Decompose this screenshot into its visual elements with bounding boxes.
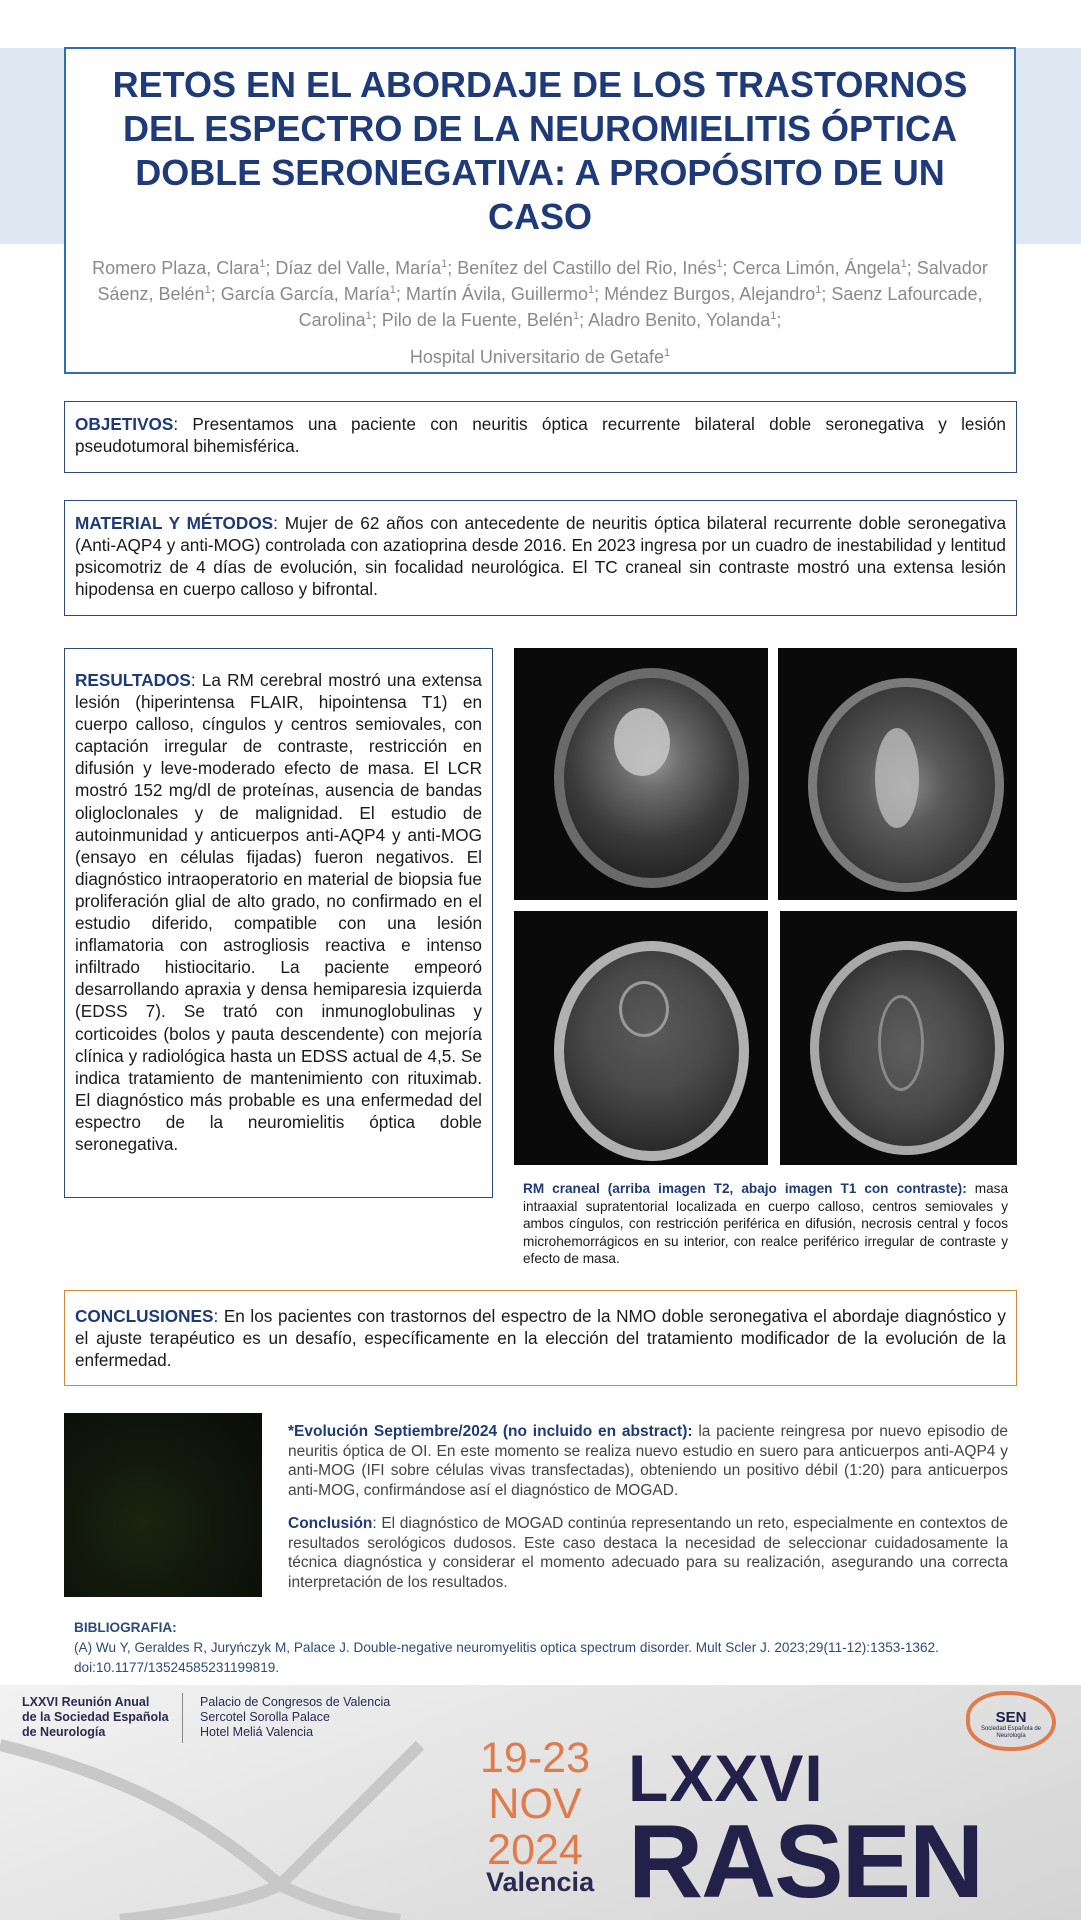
bibliography xyxy=(74,1618,1014,1678)
author-list: Romero Plaza, Clara$^1$; Díaz del Valle, María$^1$; Benítez del Castillo del Rio, Inés$^1$; Cerca Limón, Ángela$^1$; Salvador Sáenz, Belén$^1$; García García, María$^1$; Martín Ávila, Guillermo$^1$; Méndez Burgos, Alejandro$^1$; Saenz Lafourcade, Carolina$^1$; Pilo de la Fuente, Belén$^1$; Aladro Benito, Yolanda$^1$; xyxy=(92,258,988,330)
meeting-name: LXXVI Reunión Anual de la Sociedad Española de Neurología xyxy=(22,1695,169,1739)
conclusiones-section xyxy=(64,1290,1017,1386)
author: Méndez Burgos, Alejandro xyxy=(604,284,816,304)
caption-text: masa intraaxial supratentorial localizada en cuerpo calloso, centros semiovales y ambos cíngulos, con restricción periférica en difusión, necrosis central y focos microhemorrágicos en su interior, con realce periférico irregular de contraste y efecto de masa. xyxy=(523,1181,1008,1266)
author: Benítez del Castillo del Rio, Inés xyxy=(457,258,717,278)
event-edition: LXXVI xyxy=(628,1741,824,1815)
poster-title: RETOS EN EL ABORDAJE DE LOS TRASTORNOS DEL ESPECTRO DE LA NEUROMIELITIS ÓPTICA DOBLE SERONEGATIVA: A PROPÓSITO DE UN CASO xyxy=(112,64,968,237)
author: García García, María xyxy=(220,284,390,304)
conclusiones-text: : En los pacientes con trastornos del espectro de la NMO doble seronegativa el abordaje diagnóstico y el ajuste terapéutico es un desafío, específicamente en la elección del tratamiento modificador de la evolución de la enfermedad. xyxy=(75,1306,1006,1370)
bibliography-heading: BIBLIOGRAFIA: xyxy=(74,1620,177,1635)
event-dates: 19-23 NOV 2024 xyxy=(480,1734,590,1874)
author: Romero Plaza, Clara xyxy=(92,258,260,278)
conclusion2-label: Conclusión xyxy=(288,1515,373,1532)
metodos-label: MATERIAL Y MÉTODOS xyxy=(75,513,274,533)
evolucion-section xyxy=(288,1422,1008,1606)
metodos-text: : Mujer de 62 años con antecedente de neuritis óptica bilateral recurrente doble seronegativa (Anti-AQP4 y anti-MOG) controlada con azatioprina desde 2016. En 2023 ingresa por un cuadro de inestabilidad y lentitud psicomotriz de 4 días de evolución, sin focalidad neurológica. El TC craneal sin contraste mostró una extensa lesión hipodensa en cuerpo calloso y bifrontal. xyxy=(75,513,1006,599)
author: Martín Ávila, Guillermo xyxy=(405,284,588,304)
author: Cerca Limón, Ángela xyxy=(732,258,901,278)
footer-divider xyxy=(182,1693,183,1743)
evolucion-label: *Evolución Septiembre/2024 (no incluido en abstract): xyxy=(288,1423,693,1440)
mri-t2-coronal xyxy=(514,648,768,900)
mri-t1-axial xyxy=(780,911,1017,1165)
metodos-section xyxy=(64,500,1017,616)
caption-label: RM craneal (arriba imagen T2, abajo imagen T1 con contraste): xyxy=(523,1181,967,1196)
conclusion2-text: : El diagnóstico de MOGAD continúa representando un reto, especialmente en contextos de resultados serológicos dudosos. Este caso destaca la necesidad de seleccionar cuidadosamente la técnica diagnóstica y considerar el momento adecuado para su realización, asegurando una correcta interpretación de los resultados. xyxy=(288,1515,1008,1591)
objetivos-text: : Presentamos una paciente con neuritis óptica recurrente bilateral doble seronegativa y lesión pseudotumoral bihemisférica. xyxy=(75,414,1006,456)
affiliation: Hospital Universitario de Getafe$^1$ xyxy=(409,347,671,367)
immunofluorescence-image xyxy=(64,1413,262,1597)
author: Salvador Sáenz, Belén xyxy=(97,258,988,304)
sen-logo: SEN Sociedad Española de Neurología xyxy=(966,1691,1056,1751)
figure-caption xyxy=(523,1180,1008,1268)
mri-t1-coronal xyxy=(514,911,768,1165)
footer-banner xyxy=(0,1685,1081,1920)
author: Saenz Lafourcade, Carolina xyxy=(298,284,983,330)
objetivos-label: OBJETIVOS xyxy=(75,414,174,434)
event-city: Valencia xyxy=(486,1867,595,1897)
resultados-section xyxy=(64,648,493,1198)
author: Díaz del Valle, María xyxy=(275,258,442,278)
venues: Palacio de Congresos de Valencia Sercotel Sorolla Palace Hotel Meliá Valencia xyxy=(200,1695,391,1739)
event-name: RASEN xyxy=(628,1804,983,1920)
bibliography-ref: (A) Wu Y, Geraldes R, Juryńczyk M, Palace J. Double-negative neuromyelitis optica spectrum disorder. Mult Scler J. 2023;29(11-12):1353-1362. doi:10.1177/13524585231199819. xyxy=(74,1640,939,1675)
objetivos-section xyxy=(64,401,1017,473)
author: Pilo de la Fuente, Belén xyxy=(381,310,573,330)
evolucion-text: la paciente reingresa por nuevo episodio de neuritis óptica de OI. En este momento se realiza nuevo estudio en suero para anticuerpos anti-AQP4 y anti-MOG (IFI sobre células vivas transfectadas), obteniendo un positivo débil (1:20) para anticuerpos anti-MOG, confirmándose así el diagnóstico de MOGAD. xyxy=(288,1423,1008,1499)
author: Aladro Benito, Yolanda xyxy=(588,310,771,330)
mri-t2-axial xyxy=(778,648,1017,900)
title-box xyxy=(64,47,1016,374)
resultados-label: RESULTADOS xyxy=(75,670,191,690)
resultados-text: : La RM cerebral mostró una extensa lesión (hiperintensa FLAIR, hipointensa T1) en cuerpo calloso, cíngulos y centros semiovales, con captación irregular de contraste, restricción en difusión y leve-moderado efecto de masa. El LCR mostró 152 mg/dl de proteínas, ausencia de bandas oligloclonales y de malignidad. El estudio de autoinmunidad y anticuerpos anti-AQP4 y anti-MOG (ensayo en células fijadas) fueron negativos. El diagnóstico intraoperatorio en material de biopsia fue proliferación glial de alto grado, no confirmado en el estudio diferido, compatible con una lesión inflamatoria con astrogliosis reactiva e intenso infiltrado histiocitario. La paciente empeoró desarrollando apraxia y densa hemiparesia izquierda (EDSS 7). Se trató con inmunoglobulinas y corticoides (bolos y pauta descendente) con mejoría clínica y radiológica hasta un EDSS actual de 4,5. Se indica tratamiento de mantenimiento con rituximab. El diagnóstico más probable es una enfermedad del espectro de la neuromielitis óptica doble seronegativa. xyxy=(75,670,482,1154)
conclusiones-label: CONCLUSIONES xyxy=(75,1306,214,1326)
